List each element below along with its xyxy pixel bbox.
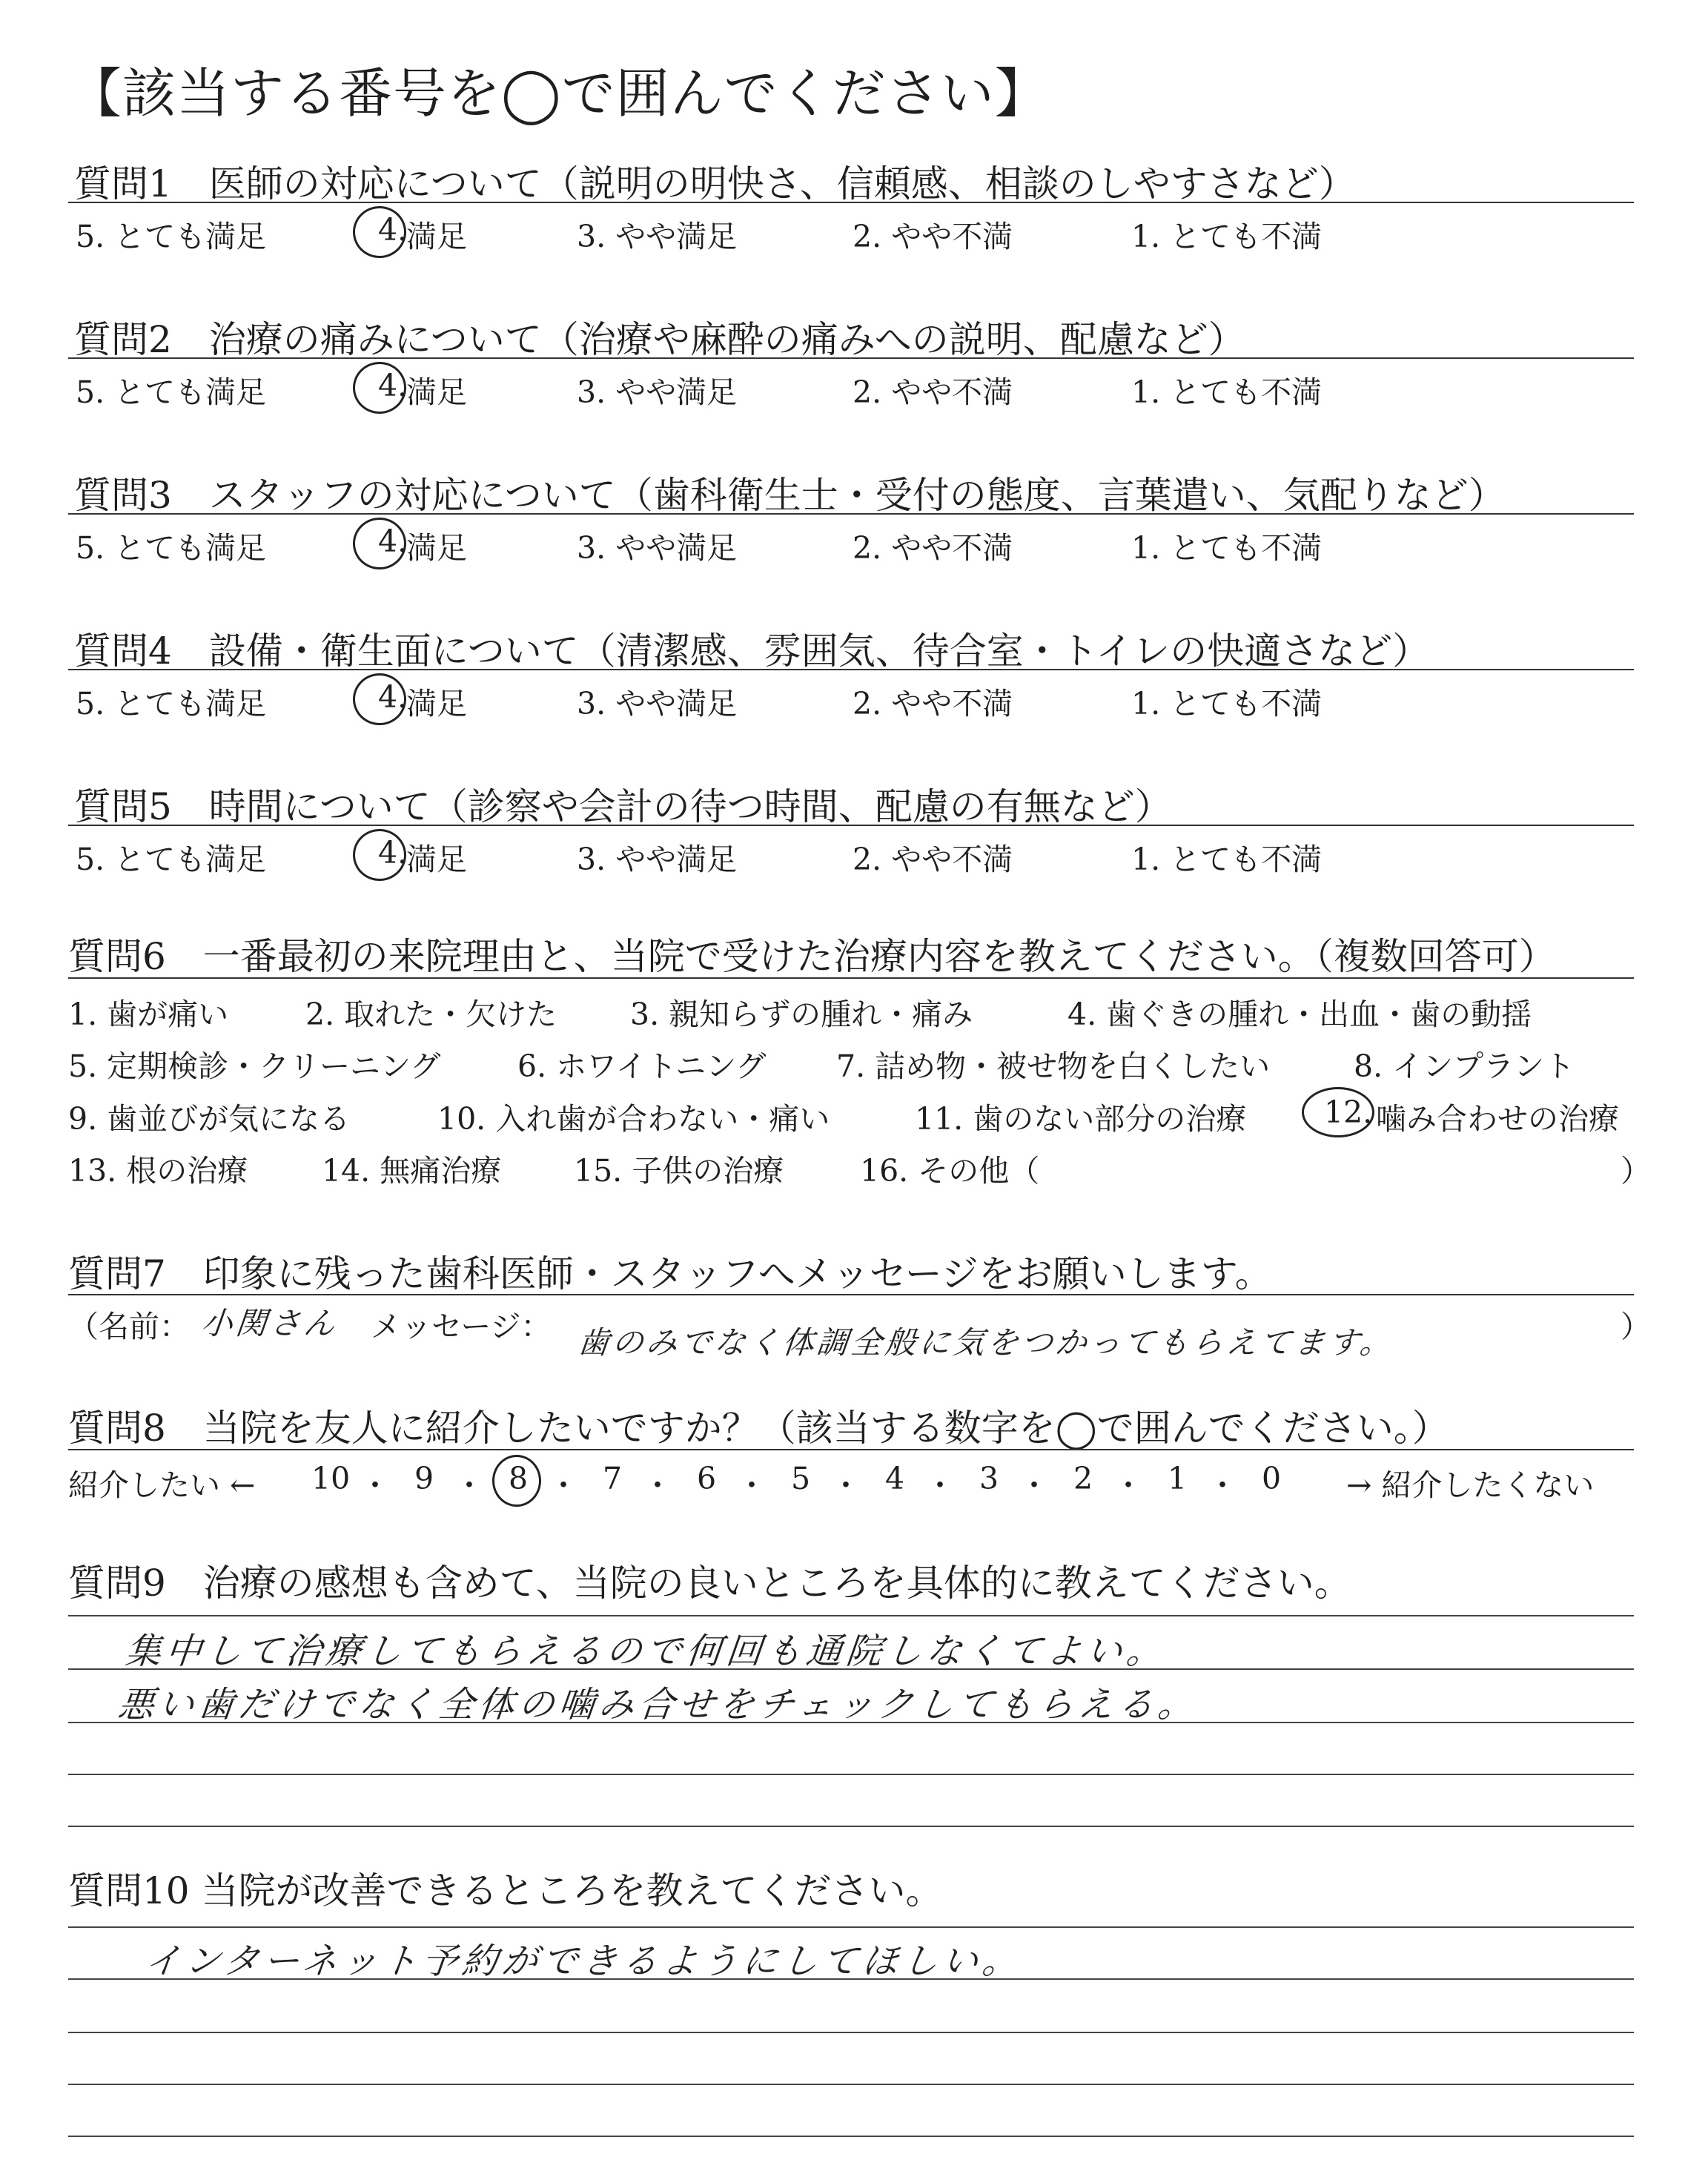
q4-title: 質問4 設備・衛生面について（清潔感、雰囲気、待合室・トイレの快適さなど） xyxy=(74,630,1430,673)
q6-option-1[interactable]: 1. 歯が痛い xyxy=(68,997,229,1032)
q3-option-5[interactable]: 1. とても不満 xyxy=(1131,530,1323,566)
q8-scale-separator: ・ xyxy=(736,1467,767,1503)
q6-title: 質問6 一番最初の来院理由と、当院で受けた治療内容を教えてください。（複数回答可） xyxy=(68,935,1556,978)
q8-scale-value[interactable]: 10 xyxy=(311,1461,351,1496)
q10-line xyxy=(68,2084,1634,2085)
q6-option-6[interactable]: 6. ホワイトニング xyxy=(517,1048,767,1084)
q9-line xyxy=(68,1826,1634,1827)
q3-option-4[interactable]: 2. やや不満 xyxy=(853,530,1013,566)
q4-option-3[interactable]: 3. やや満足 xyxy=(577,686,738,721)
q6-option-2[interactable]: 2. 取れた・欠けた xyxy=(305,997,557,1032)
q7-message-label: メッセージ： xyxy=(371,1309,552,1344)
q5-option-2[interactable]: 満足 xyxy=(406,842,467,877)
q2-title: 質問2 治療の痛みについて（治療や麻酔の痛みへの説明、配慮など） xyxy=(74,318,1245,361)
q8-scale-separator: ・ xyxy=(548,1467,579,1503)
q5-option-0[interactable]: 5. とても満足 xyxy=(76,842,267,877)
q6-option-5[interactable]: 5. 定期検診・クリーニング xyxy=(68,1048,441,1084)
q6-rule xyxy=(68,977,1634,979)
q1-option-5[interactable]: 1. とても不満 xyxy=(1131,219,1323,254)
q4-option-0[interactable]: 5. とても満足 xyxy=(76,686,267,721)
q10-line xyxy=(68,1978,1634,1980)
q9-line xyxy=(68,1722,1634,1723)
q10-line xyxy=(68,2136,1634,2137)
q1-option-0[interactable]: 5. とても満足 xyxy=(76,219,267,254)
q8-left-label: 紹介したい ← xyxy=(68,1467,256,1503)
selection-circle xyxy=(1302,1087,1374,1137)
q2-option-2[interactable]: 満足 xyxy=(406,374,467,410)
q5-option-1[interactable]: 4. xyxy=(378,835,408,871)
q7-name-value[interactable]: 小関さん xyxy=(199,1305,340,1341)
q8-scale-value[interactable]: 1 xyxy=(1168,1461,1188,1496)
q10-line xyxy=(68,1926,1634,1928)
q6-option-13[interactable]: 13. 根の治療 xyxy=(68,1153,248,1189)
selection-circle xyxy=(353,206,406,258)
selection-circle xyxy=(353,829,406,881)
q8-title: 質問8 当院を友人に紹介したいですか？（該当する数字を◯で囲んでください。） xyxy=(68,1407,1449,1450)
q7-title: 質問7 印象に残った歯科医師・スタッフへメッセージをお願いします。 xyxy=(68,1252,1272,1295)
q6-option-8[interactable]: 8. インプラント xyxy=(1354,1048,1575,1084)
q1-option-2[interactable]: 満足 xyxy=(406,219,467,254)
q3-title: 質問3 スタッフの対応について（歯科衛生士・受付の態度、言葉遣い、気配りなど） xyxy=(74,474,1506,517)
q7-message-value[interactable]: 歯のみでなく体調全般に気をつかってもらえてます。 xyxy=(576,1324,1396,1361)
q4-rule xyxy=(68,669,1634,670)
q4-option-5[interactable]: 1. とても不満 xyxy=(1131,686,1323,721)
q8-scale-separator: ・ xyxy=(924,1467,956,1503)
q6-option-16-close: ） xyxy=(1621,1153,1651,1189)
q8-scale-separator: ・ xyxy=(1113,1467,1144,1503)
q8-scale-separator: ・ xyxy=(454,1467,485,1503)
q8-scale-separator: ・ xyxy=(1207,1467,1238,1503)
q7-name-label: （名前： xyxy=(68,1309,190,1344)
q3-option-0[interactable]: 5. とても満足 xyxy=(76,530,267,566)
q4-option-4[interactable]: 2. やや不満 xyxy=(853,686,1013,721)
q3-option-1[interactable]: 4. xyxy=(378,524,408,559)
q1-option-3[interactable]: 3. やや満足 xyxy=(577,219,738,254)
q6-option-14[interactable]: 14. 無痛治療 xyxy=(322,1153,502,1189)
q5-option-3[interactable]: 3. やや満足 xyxy=(577,842,738,877)
q2-option-3[interactable]: 3. やや満足 xyxy=(577,374,738,410)
q1-option-1[interactable]: 4. xyxy=(378,212,408,248)
q7-close-paren: ） xyxy=(1621,1309,1651,1344)
q1-rule xyxy=(68,202,1634,203)
q2-rule xyxy=(68,357,1634,359)
q10-line xyxy=(68,2032,1634,2033)
q8-scale-value[interactable]: 7 xyxy=(603,1461,623,1496)
q8-scale-value[interactable]: 9 xyxy=(414,1461,434,1496)
q8-scale-separator: ・ xyxy=(1019,1467,1050,1503)
q9-line xyxy=(68,1774,1634,1775)
q8-rule xyxy=(68,1449,1634,1450)
q2-option-0[interactable]: 5. とても満足 xyxy=(76,374,267,410)
selection-circle xyxy=(353,518,406,569)
q5-option-5[interactable]: 1. とても不満 xyxy=(1131,842,1323,877)
q6-option-9[interactable]: 9. 歯並びが気になる xyxy=(68,1101,351,1137)
selection-circle xyxy=(353,362,406,414)
q2-option-4[interactable]: 2. やや不満 xyxy=(853,374,1013,410)
q8-scale-value[interactable]: 2 xyxy=(1073,1461,1093,1496)
q3-rule xyxy=(68,513,1634,515)
q10-title: 質問10 当院が改善できるところを教えてください。 xyxy=(68,1869,943,1912)
q8-scale-value[interactable]: 8 xyxy=(509,1461,529,1496)
form-header: 【該当する番号を◯で囲んでください】 xyxy=(68,62,1049,125)
q4-option-2[interactable]: 満足 xyxy=(406,686,467,721)
q2-option-5[interactable]: 1. とても不満 xyxy=(1131,374,1323,410)
q2-option-1[interactable]: 4. xyxy=(378,368,408,403)
q6-option-15[interactable]: 15. 子供の治療 xyxy=(574,1153,784,1189)
q8-scale-separator: ・ xyxy=(830,1467,861,1503)
q6-option-12-label[interactable]: 噛み合わせの治療 xyxy=(1376,1101,1619,1137)
q8-scale-value[interactable]: 5 xyxy=(791,1461,811,1496)
q5-option-4[interactable]: 2. やや不満 xyxy=(853,842,1013,877)
q5-title: 質問5 時間について（診察や会計の待つ時間、配慮の有無など） xyxy=(74,785,1172,828)
q7-rule xyxy=(68,1294,1634,1295)
q5-rule xyxy=(68,825,1634,826)
q8-scale-value[interactable]: 3 xyxy=(979,1461,999,1496)
q3-option-3[interactable]: 3. やや満足 xyxy=(577,530,738,566)
q3-option-2[interactable]: 満足 xyxy=(406,530,467,566)
q6-option-16[interactable]: 16. その他（ xyxy=(860,1153,1040,1189)
q9-line xyxy=(68,1615,1634,1616)
selection-circle xyxy=(492,1455,541,1507)
selection-circle xyxy=(353,673,406,725)
q8-scale-value[interactable]: 4 xyxy=(885,1461,905,1496)
q6-option-10[interactable]: 10. 入れ歯が合わない・痛い xyxy=(437,1101,830,1137)
q8-scale-separator: ・ xyxy=(360,1467,391,1503)
q10-answer-line-1[interactable]: インターネット予約ができるようにしてほしい。 xyxy=(142,1941,1025,1982)
q1-option-4[interactable]: 2. やや不満 xyxy=(853,219,1013,254)
q6-option-3[interactable]: 3. 親知らずの腫れ・痛み xyxy=(630,997,973,1032)
q1-title: 質問1 医師の対応について（説明の明快さ、信頼感、相談のしやすさなど） xyxy=(74,162,1356,205)
q8-scale-value[interactable]: 6 xyxy=(697,1461,717,1496)
q9-title: 質問9 治療の感想も含めて、当院の良いところを具体的に教えてください。 xyxy=(68,1562,1351,1605)
q6-option-7[interactable]: 7. 詰め物・被せ物を白くしたい xyxy=(836,1048,1271,1084)
q8-scale-value[interactable]: 0 xyxy=(1262,1461,1282,1496)
q6-option-11[interactable]: 11. 歯のない部分の治療 xyxy=(915,1101,1247,1137)
q9-line xyxy=(68,1668,1634,1670)
q6-option-4[interactable]: 4. 歯ぐきの腫れ・出血・歯の動揺 xyxy=(1068,997,1532,1032)
q4-option-1[interactable]: 4. xyxy=(378,679,408,715)
q9-answer-line-1[interactable]: 集中して治療してもらえるので何回も通院しなくてよい。 xyxy=(123,1631,1169,1672)
q8-scale-separator: ・ xyxy=(642,1467,673,1503)
q9-answer-line-2[interactable]: 悪い歯だけでなく全体の噛み合せをチェックしてもらえる。 xyxy=(116,1684,1201,1725)
q8-right-label: → 紹介したくない xyxy=(1346,1467,1595,1503)
q6-option-12-number[interactable]: 12. xyxy=(1324,1094,1373,1130)
